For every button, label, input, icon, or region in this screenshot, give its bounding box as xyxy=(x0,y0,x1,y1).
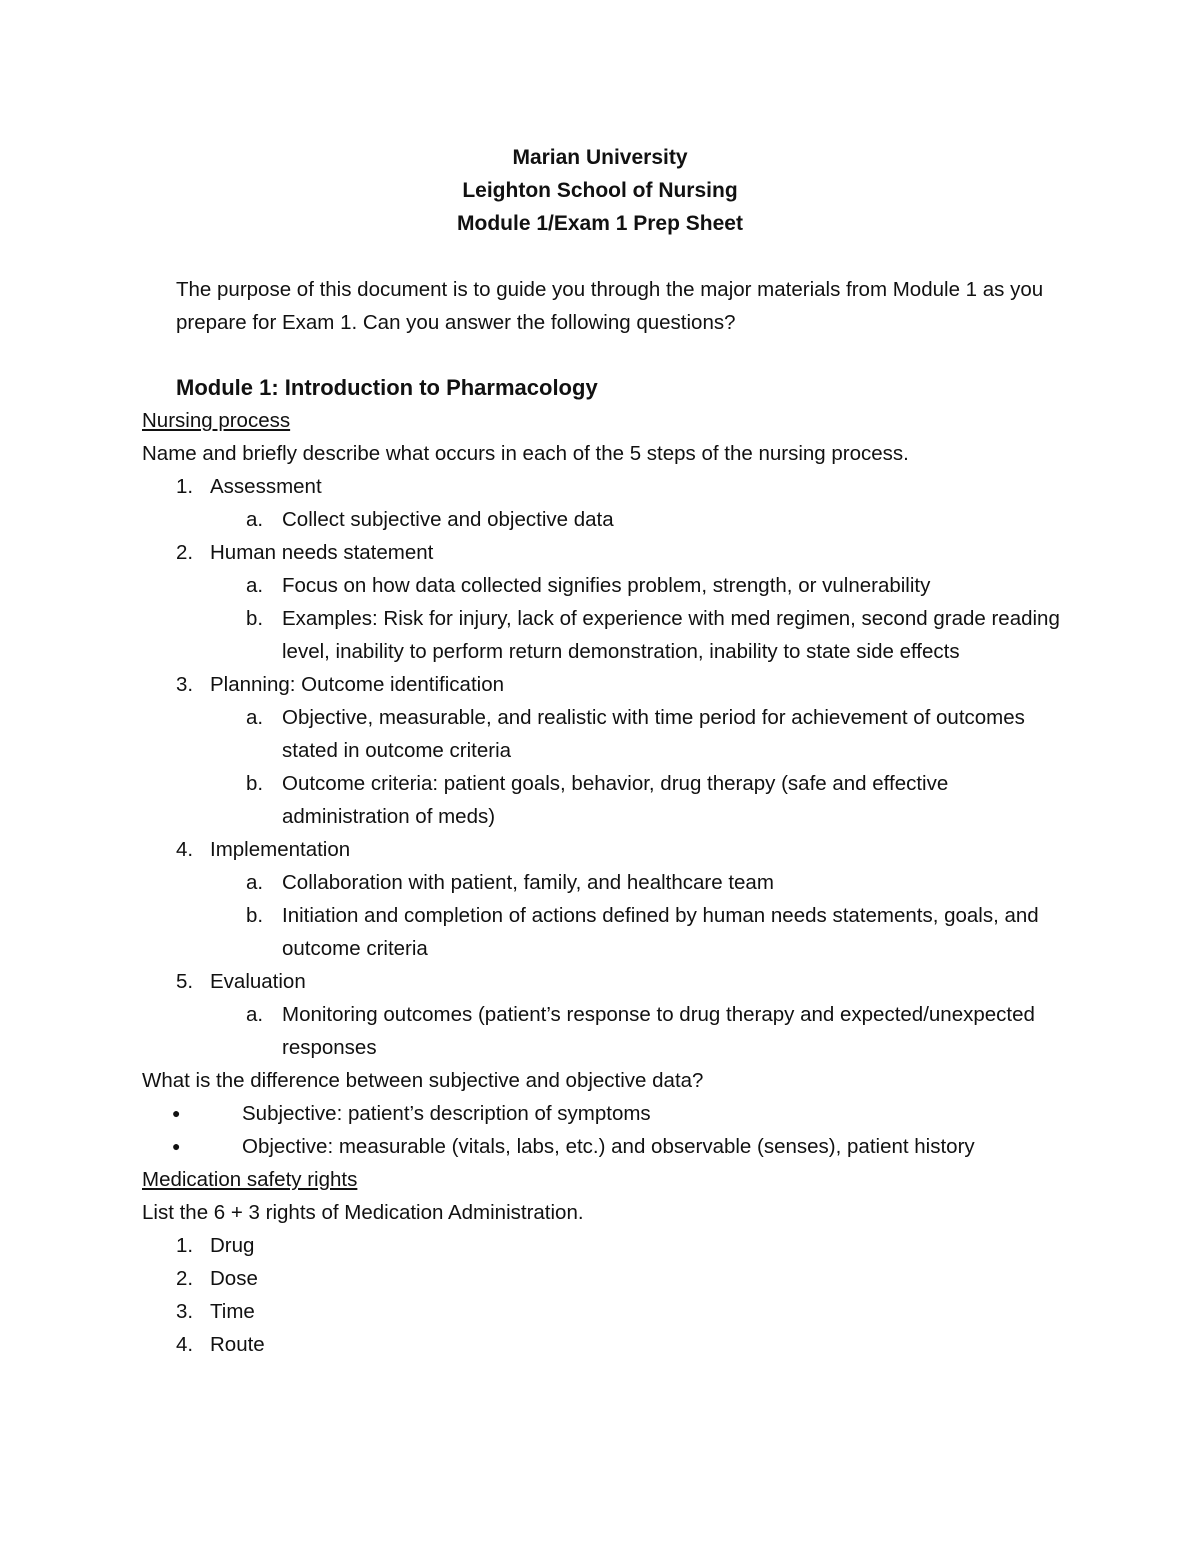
list-item xyxy=(142,668,1082,701)
sub-item xyxy=(142,701,1082,767)
bullet-item xyxy=(142,1097,1082,1130)
list-item xyxy=(142,833,1082,866)
bullet-dot-icon: ● xyxy=(172,1138,181,1154)
sub-text: Examples: Risk for injury, lack of experience with med regimen, second grade reading level, inability to perform return demonstration, inability to state side effects xyxy=(282,607,1060,663)
list-number: 3. xyxy=(176,1300,194,1323)
document-title: Module 1/Exam 1 Prep Sheet xyxy=(457,212,743,235)
bullet-dot-icon: ● xyxy=(172,1105,181,1121)
sub-letter: a. xyxy=(246,706,264,729)
sub-text: Outcome criteria: patient goals, behavior, drug therapy (safe and effective administration of meds) xyxy=(282,772,949,828)
list-item xyxy=(142,1328,1082,1361)
list-item xyxy=(142,1295,1082,1328)
sub-text: Collaboration with patient, family, and healthcare team xyxy=(282,871,774,894)
list-label: Route xyxy=(210,1333,265,1356)
sub-text: Objective, measurable, and realistic with time period for achievement of outcomes stated in outcome criteria xyxy=(282,706,1025,762)
module-heading: Module 1: Introduction to Pharmacology xyxy=(176,375,598,400)
list-label: Implementation xyxy=(210,838,351,861)
data-difference-question: What is the difference between subjective and objective data? xyxy=(142,1069,704,1092)
university-name: Marian University xyxy=(512,146,688,169)
list-item xyxy=(142,470,1082,503)
list-label: Time xyxy=(210,1300,255,1323)
list-label: Planning: Outcome identification xyxy=(210,673,505,696)
medication-rights-question: List the 6 + 3 rights of Medication Administration. xyxy=(142,1201,584,1224)
medication-safety-heading: Medication safety rights xyxy=(142,1168,358,1191)
intro-paragraph: The purpose of this document is to guide you through the major materials from Module 1 as you prepare for Exam 1. Can you answer the following questions? xyxy=(176,278,1044,334)
sub-letter: a. xyxy=(246,574,264,597)
sub-item xyxy=(142,767,1082,833)
list-number: 1. xyxy=(176,1234,194,1257)
list-number: 4. xyxy=(176,1333,194,1356)
sub-item xyxy=(142,503,1082,536)
sub-letter: b. xyxy=(246,772,264,795)
sub-letter: a. xyxy=(246,871,264,894)
list-number: 1. xyxy=(176,475,194,498)
sub-letter: b. xyxy=(246,904,264,927)
sub-item xyxy=(142,602,1082,668)
list-item xyxy=(142,1229,1082,1262)
list-label: Drug xyxy=(210,1234,255,1257)
sub-text: Initiation and completion of actions defined by human needs statements, goals, and outcome criteria xyxy=(282,904,1039,960)
list-number: 2. xyxy=(176,541,194,564)
sub-item xyxy=(142,866,1082,899)
sub-item xyxy=(142,998,1082,1064)
nursing-process-question: Name and briefly describe what occurs in each of the 5 steps of the nursing process. xyxy=(142,442,909,465)
list-label: Evaluation xyxy=(210,970,306,993)
list-label: Human needs statement xyxy=(210,541,434,564)
sub-text: Focus on how data collected signifies problem, strength, or vulnerability xyxy=(282,574,931,597)
bullet-item xyxy=(142,1130,1082,1163)
sub-letter: a. xyxy=(246,508,264,531)
sub-letter: a. xyxy=(246,1003,264,1026)
document-header xyxy=(0,141,1200,240)
bullet-text: Subjective: patient’s description of symptoms xyxy=(242,1102,651,1125)
list-item xyxy=(142,536,1082,569)
list-number: 4. xyxy=(176,838,194,861)
list-label: Dose xyxy=(210,1267,258,1290)
sub-text: Collect subjective and objective data xyxy=(282,508,614,531)
body-content xyxy=(142,404,1082,1361)
list-number: 5. xyxy=(176,970,194,993)
sub-text: Monitoring outcomes (patient’s response to drug therapy and expected/unexpected responses xyxy=(282,1003,1035,1059)
nursing-process-heading: Nursing process xyxy=(142,409,291,432)
bullet-text: Objective: measurable (vitals, labs, etc.) and observable (senses), patient history xyxy=(242,1135,975,1158)
list-number: 2. xyxy=(176,1267,194,1290)
school-name: Leighton School of Nursing xyxy=(462,179,738,202)
list-item xyxy=(142,965,1082,998)
sub-item xyxy=(142,899,1082,965)
sub-letter: b. xyxy=(246,607,264,630)
list-item xyxy=(142,1262,1082,1295)
sub-item xyxy=(142,569,1082,602)
list-number: 3. xyxy=(176,673,194,696)
list-label: Assessment xyxy=(210,475,322,498)
